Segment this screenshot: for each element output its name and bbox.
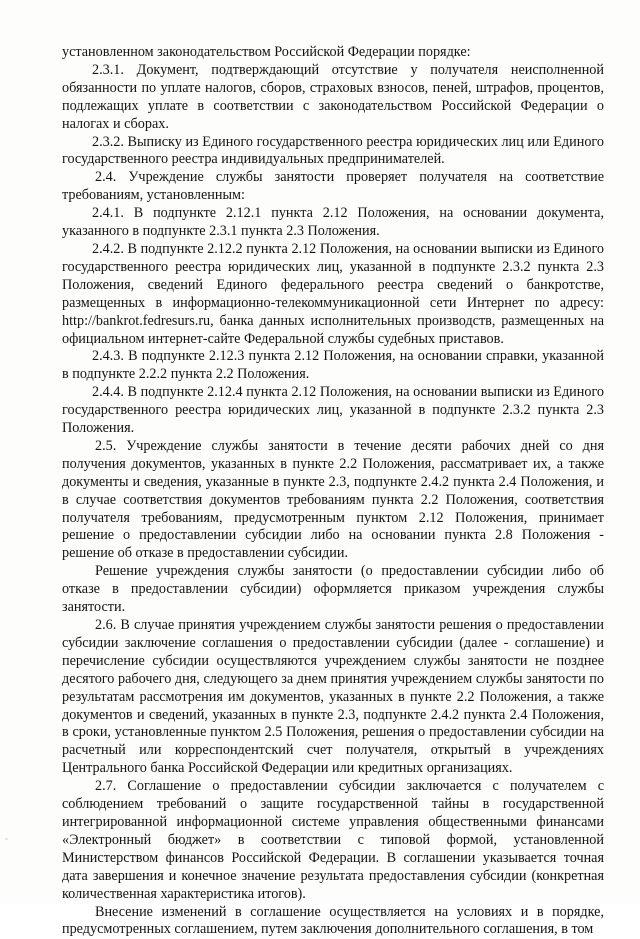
paragraph-2-5: 2.5. Учреждение службы занятости в течение десяти рабочих дней со дня получения документов, указанных в пункте 2.2 Положения, рассматривает их, а также документы и сведения, указанные в пункте 2.3, подпункте 2.4.2 пункта 2.4 Положения, и в случае соответствия документов требованиям пункта 2.2 Положения, соответствия получателя требованиям, предусмотренным пунктом 2.12 Положения, принимает решение о предоставлении субсидии либо на основании пункта 2.8 Положения - решение об отказе в предоставлении субсидии. — [62, 438, 604, 563]
paragraph-2-4-2: 2.4.2. В подпункте 2.12.2 пункта 2.12 Положения, на основании выписки из Единого государственного реестра юридических лиц, указанной в подпункте 2.3.2 пункта 2.3 Положения, сведений Единого федерального реестра сведений о банкротстве, размещенных в информационно-телекоммуникационной сети Интернет по адресу: http://bankrot.fedresurs.ru, банка данных исполнительных производств, размещенных на официальном интернет-сайте Федеральной службы судебных приставов. — [62, 241, 604, 348]
paragraph-decision-order: Решение учреждения службы занятости (о предоставлении субсидии либо об отказе в предоставлении субсидии) оформляется приказом учреждения службы занятости. — [62, 563, 604, 617]
paragraph-2-3-2: 2.3.2. Выписку из Единого государственного реестра юридических лиц или Единого государственного реестра индивидуальных предпринимателей. — [62, 134, 604, 170]
paragraph-continuation: установленном законодательством Российской Федерации порядке: — [62, 44, 604, 62]
paragraph-2-4-3: 2.4.3. В подпункте 2.12.3 пункта 2.12 Положения, на основании справки, указанной в подпункте 2.2.2 пункта 2.2 Положения. — [62, 348, 604, 384]
paragraph-2-4: 2.4. Учреждение службы занятости проверяет получателя на соответствие требованиям, установленным: — [62, 169, 604, 205]
paragraph-2-7: 2.7. Соглашение о предоставлении субсидии заключается с получателем с соблюдением требований о защите государственной тайны в государственной интегрированной информационной системе управления общественными финансами «Электронный бюджет» в соответствии с типовой формой, установленной Министерством финансов Российской Федерации. В соглашении указывается точная дата завершения и конечное значение результата предоставления субсидии (конкретная количественная характеристика итогов). — [62, 778, 604, 903]
paragraph-2-6: 2.6. В случае принятия учреждением службы занятости решения о предоставлении субсидии заключение соглашения о предоставлении субсидии (далее - соглашение) и перечисление субсидии осуществляются учреждением службы занятости не позднее десятого рабочего дня, следующего за днем принятия учреждением службы занятости по результатам рассмотрения им документов, указанных в пункте 2.2 Положения, а также документов и сведений, указанных в пункте 2.3, подпункте 2.4.2 пункта 2.4 Положения, в сроки, установленные пунктом 2.5 Положения, решения о предоставлении субсидии на расчетный или корреспондентский счет получателя, открытый в учреждениях Центрального банка Российской Федерации или кредитных организациях. — [62, 617, 604, 778]
scan-artifact — [5, 838, 8, 840]
paragraph-2-4-4: 2.4.4. В подпункте 2.12.4 пункта 2.12 Положения, на основании выписки из Единого государственного реестра юридических лиц, указанной в подпункте 2.3.2 пункта 2.3 Положения. — [62, 384, 604, 438]
document-body — [62, 44, 604, 939]
paragraph-2-4-1: 2.4.1. В подпункте 2.12.1 пункта 2.12 Положения, на основании документа, указанного в подпункте 2.3.1 пункта 2.3 Положения. — [62, 205, 604, 241]
paragraph-2-3-1: 2.3.1. Документ, подтверждающий отсутствие у получателя неисполненной обязанности по уплате налогов, сборов, страховых взносов, пеней, штрафов, процентов, подлежащих уплате в соответствии с законодательством Российской Федерации о налогах и сборах. — [62, 62, 604, 134]
paragraph-amendments: Внесение изменений в соглашение осуществляется на условиях и в порядке, предусмотренных соглашением, путем заключения дополнительного соглашения, в том — [62, 904, 604, 939]
